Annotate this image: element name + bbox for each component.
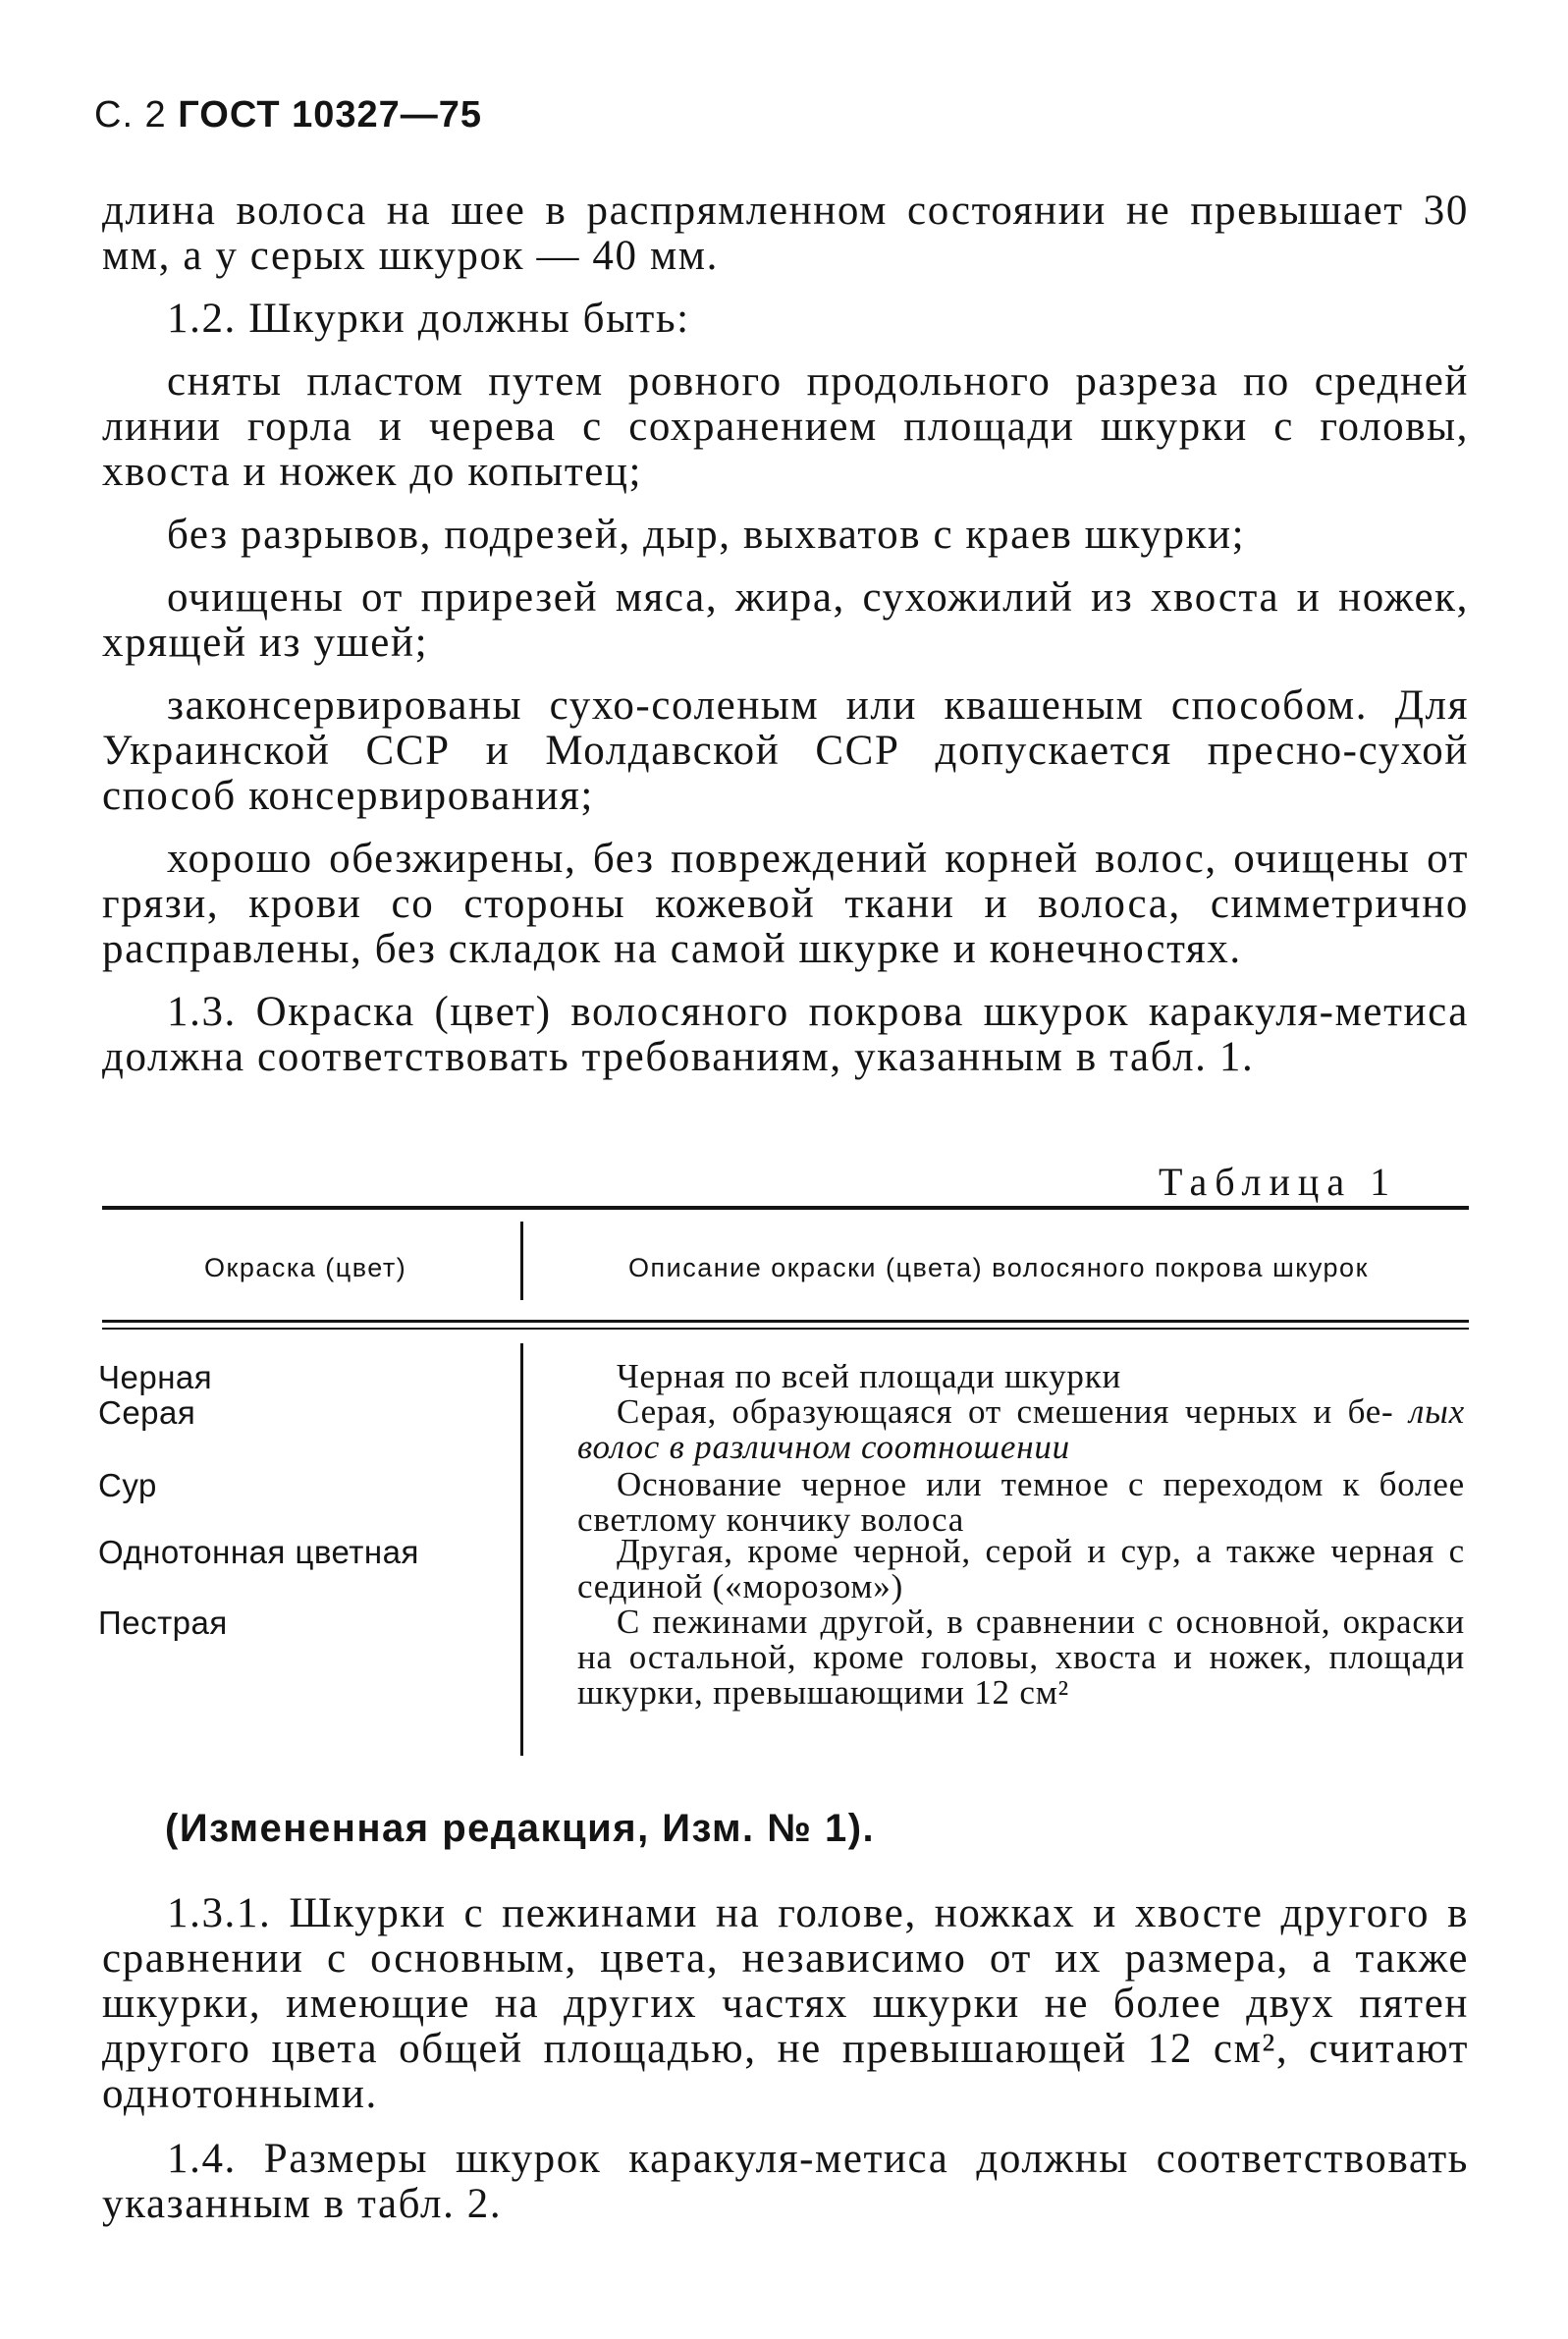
table-cell-description	[577, 1394, 1465, 1465]
table-cell-color: Пестрая	[98, 1605, 228, 1641]
body-text-bottom	[102, 1891, 1469, 2247]
table-header-description: Описание окраски (цвета) волосяного покрова шкурок	[628, 1253, 1369, 1282]
description-text: С пежинами другой, в сравнении с основной, окраски на остальной, кроме головы, хвоста и ножек, площади шкурки, превышающими 12 см²	[577, 1603, 1465, 1712]
body-text-top	[102, 189, 1469, 1098]
description-text-italic: лых волос в различном соотношении	[577, 1392, 1465, 1466]
description-text: Серая, образующаяся от смешения черных и бе-	[617, 1392, 1394, 1431]
description-text: Черная по всей площади шкурки	[617, 1357, 1122, 1395]
amendment-note: (Измененная редакция, Изм. № 1).	[165, 1807, 876, 1850]
paragraph: 1.4. Размеры шкурок каракуля-метиса должны соответствовать указанным в табл. 2.	[102, 2136, 1469, 2227]
table-cell-color: Сур	[98, 1467, 157, 1503]
table-cell-color: Однотонная цветная	[98, 1534, 419, 1570]
paragraph: сняты пластом путем ровного продольного разреза по средней линии горла и черева с сохранением площади шкурки с головы, хвоста и ножек до копытец;	[102, 358, 1469, 495]
paragraph: очищены от прирезей мяса, жира, сухожилий из хвоста и ножек, хрящей из ушей;	[102, 574, 1469, 666]
table-top-rule	[102, 1206, 1469, 1210]
table-header-color: Окраска (цвет)	[204, 1253, 407, 1282]
table-caption: Таблица 1	[1159, 1160, 1398, 1204]
paragraph: 1.3.1. Шкурки с пежинами на голове, ножках и хвосте другого в сравнении с основным, цвета, независимо от их размера, а также шкурки, имеющие на других частях шкурки не более двух пятен другого цвета общей площадью, не превышающей 12 см², считают однотонными.	[102, 1890, 1469, 2117]
table-cell-color: Черная	[98, 1359, 213, 1395]
page-number: С. 2	[94, 94, 167, 136]
table-header-rule-secondary	[102, 1328, 1469, 1330]
paragraph: 1.3. Окраска (цвет) волосяного покрова шкурок каракуля-метиса должна соответствовать требованиям, указанным в табл. 1.	[102, 989, 1469, 1080]
page-header	[94, 94, 482, 136]
table-column-divider-body	[520, 1343, 523, 1756]
description-text: Основание черное или темное с переходом к более светлому кончику волоса	[577, 1465, 1465, 1539]
paragraph: без разрывов, подрезей, дыр, выхватов с краев шкурки;	[167, 512, 1246, 558]
table-cell-description	[577, 1467, 1465, 1538]
table-column-divider-header	[520, 1222, 523, 1300]
table-cell-color: Серая	[98, 1394, 196, 1431]
paragraph: законсервированы сухо-соленым или квашеным способом. Для Украинской ССР и Молдавской ССР допускается пресно-сухой способ консервирования;	[102, 682, 1469, 819]
paragraph: хорошо обезжирены, без повреждений корней волос, очищены от грязи, крови со стороны кожевой ткани и волоса, симметрично расправлены, без складок на самой шкурке и конечностях.	[102, 836, 1469, 972]
description-text: Другая, кроме черной, серой и сур, а также черная с сединой («морозом»)	[577, 1532, 1465, 1605]
paragraph: 1.2. Шкурки должны быть:	[167, 296, 690, 342]
standard-code: ГОСТ 10327—75	[178, 94, 483, 136]
table-cell-description	[577, 1534, 1465, 1605]
table-cell-description	[577, 1359, 1465, 1394]
table-header-rule	[102, 1320, 1469, 1323]
table-cell-description	[577, 1605, 1465, 1711]
paragraph: длина волоса на шее в распрямленном состоянии не превышает 30 мм, а у серых шкурок — 40 мм.	[102, 188, 1469, 279]
